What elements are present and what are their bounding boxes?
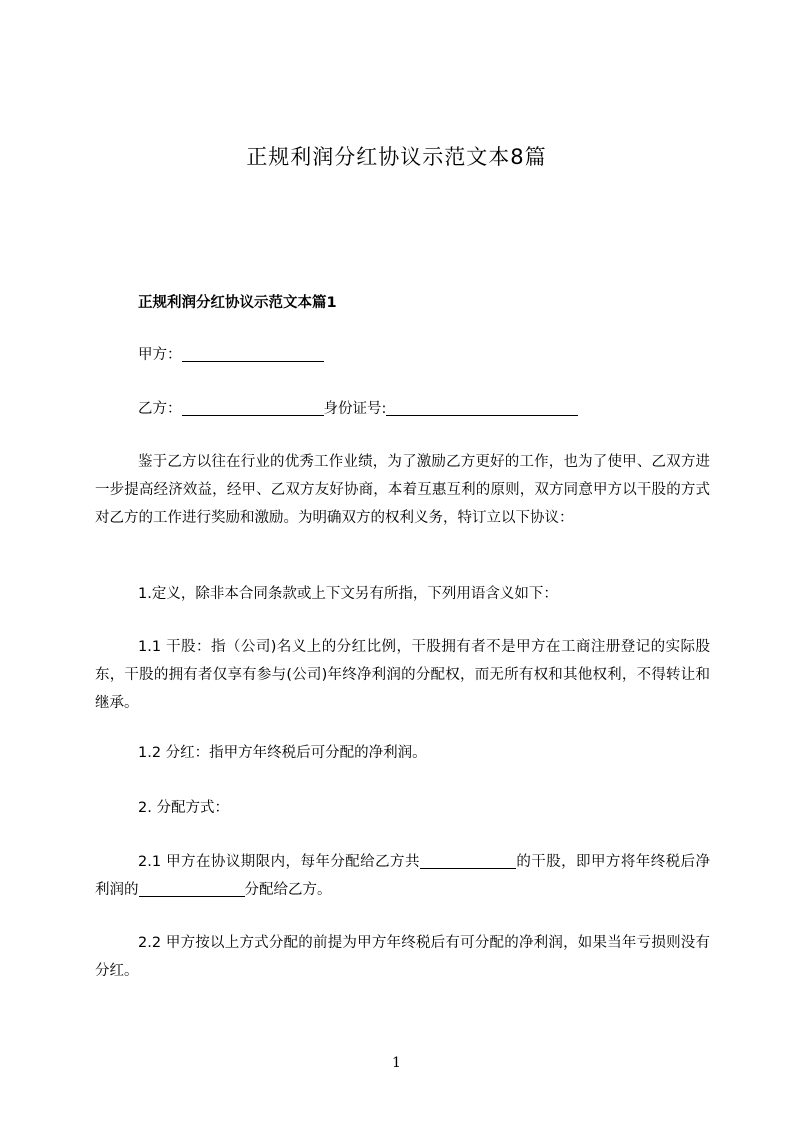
party-a-label: 甲方： xyxy=(138,347,182,363)
clause-1-1: 1.1 干股：指（公司)名义上的分红比例，干股拥有者不是甲方在工商注册登记的实际股东，干股的拥有者仅享有参与(公司)年终净利润的分配权，而无所有权和其他权利，不得转让和继承。 xyxy=(95,639,710,711)
id-label: 身份证号: xyxy=(323,401,387,417)
preamble-paragraph: 鉴于乙方以往在行业的优秀工作业绩，为了激励乙方更好的工作，也为了使甲、乙双方进一步提高经济效益，经甲、乙双方友好协商，本着互惠互利的原则，双方同意甲方以干股的方式对乙方的工作进行奖励和激励。为明确双方的权利义务，特订立以下协议： xyxy=(95,454,710,526)
clause-2-1-part-a: 2.1 甲方在协议期限内，每年分配给乙方共 xyxy=(138,854,420,870)
clause-1: 1.定义，除非本合同条款或上下文另有所指，下列用语含义如下： xyxy=(138,586,558,602)
clause-2-2: 2.2 甲方按以上方式分配的前提为甲方年终税后有可分配的净利润，如果当年亏损则没有分红。 xyxy=(95,935,710,979)
party-a-blank xyxy=(182,345,324,362)
party-b-blank xyxy=(182,399,324,416)
profit-ratio-blank xyxy=(139,880,245,897)
party-b-label: 乙方： xyxy=(138,401,182,417)
section-heading: 正规利润分红协议示范文本篇1 xyxy=(138,295,337,311)
clause-2-1-part-b: 的干股，即甲方将年终税后净利润的 xyxy=(95,854,710,898)
page-number: 1 xyxy=(392,1055,401,1071)
clause-2: 2. 分配方式： xyxy=(138,800,229,816)
party-b-line xyxy=(138,395,753,423)
clause-1-2: 1.2 分红：指甲方年终税后可分配的净利润。 xyxy=(138,745,427,761)
share-ratio-blank xyxy=(420,852,516,869)
clause-2-1-part-c: 分配给乙方。 xyxy=(244,882,332,898)
document-title: 正规利润分红协议示范文本8篇 xyxy=(246,145,547,169)
id-number-blank xyxy=(386,399,578,416)
party-a-line xyxy=(138,341,753,369)
clause-2-1 xyxy=(95,848,710,904)
